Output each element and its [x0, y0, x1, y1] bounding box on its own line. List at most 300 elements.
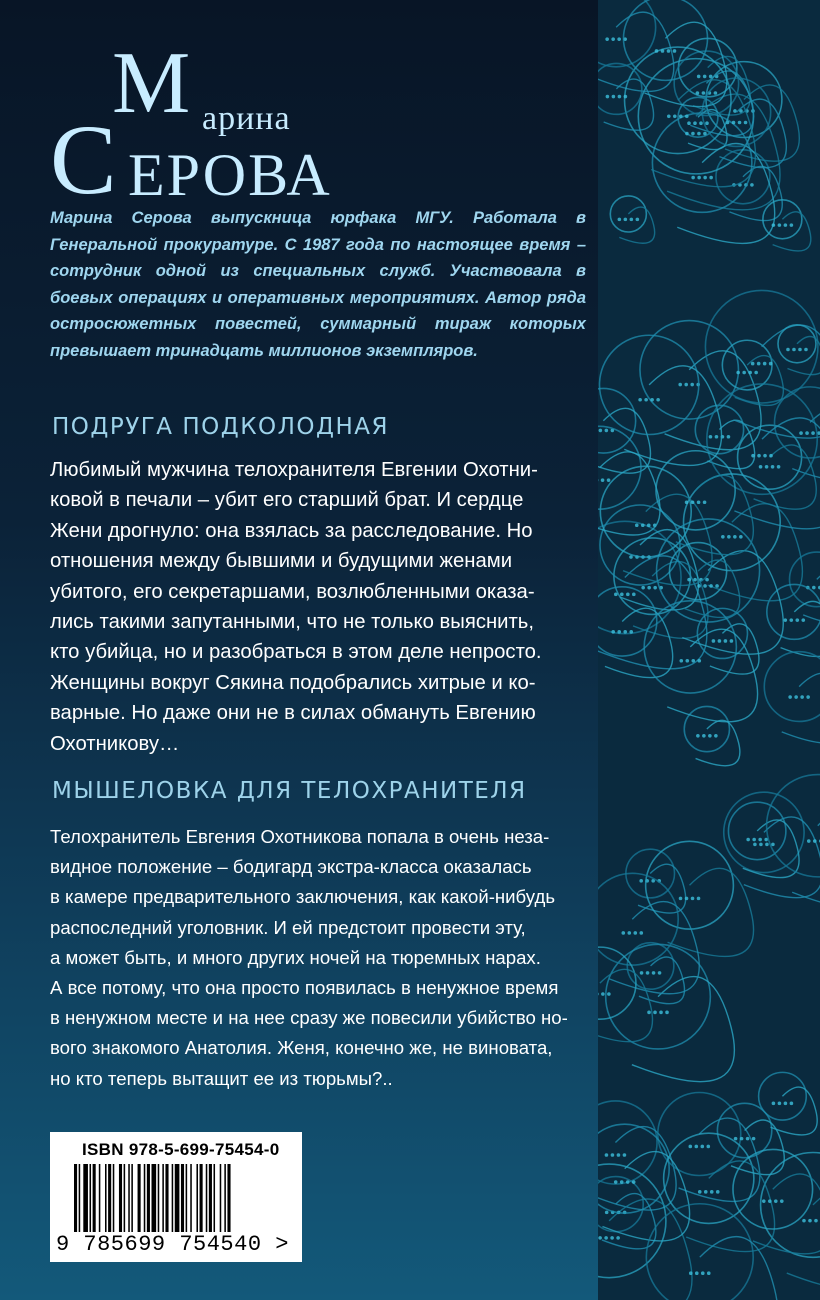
- ornament-dot: [746, 838, 750, 842]
- ornament-dot: [714, 734, 718, 738]
- ornament-dot: [783, 618, 787, 622]
- ornament-dot: [691, 132, 695, 136]
- ornament-dot: [742, 371, 746, 375]
- author-last-initial: С: [50, 104, 117, 215]
- barcode-bar: [105, 1164, 107, 1232]
- ornament-dot: [690, 383, 694, 387]
- barcode-digits: 9 785699 754540 >: [56, 1232, 289, 1257]
- barcode-bar: [124, 1164, 126, 1232]
- desc-line: в камере предварительного заключения, как какой-нибудь: [50, 886, 556, 908]
- barcode-bar: [200, 1164, 203, 1232]
- ornament-dot: [700, 1145, 704, 1149]
- ornament-dot: [630, 218, 634, 222]
- author-first-rest: арина: [202, 100, 291, 137]
- ornament-dot: [652, 971, 656, 975]
- ornament-dot: [607, 478, 611, 482]
- ornament-dot: [715, 435, 719, 439]
- ornament-dot: [712, 639, 716, 643]
- barcode-bar: [186, 1164, 188, 1232]
- ornament-dot: [730, 639, 734, 643]
- ornament-dot: [768, 1199, 772, 1203]
- ornament-dot: [693, 578, 697, 582]
- barcode-bar: [79, 1164, 81, 1232]
- ornament-dot: [750, 183, 754, 187]
- ornament-dot: [646, 971, 650, 975]
- ornament-dot: [795, 618, 799, 622]
- ornament-dot: [790, 1102, 794, 1106]
- ornament-dot: [693, 121, 697, 125]
- ornament-dot: [606, 95, 610, 99]
- ornament-dot: [798, 348, 802, 352]
- barcode-bar: [113, 1164, 115, 1232]
- ornament-dot: [679, 114, 683, 118]
- ornament-dot: [790, 223, 794, 227]
- ornament-dot: [623, 630, 627, 634]
- ornament-dot: [727, 535, 731, 539]
- ornament-dot: [706, 1145, 710, 1149]
- ornament-swirl: [773, 212, 811, 251]
- ornament-dot: [697, 75, 701, 79]
- ornament-swirl: [753, 1174, 820, 1254]
- ornament-dot: [801, 618, 805, 622]
- barcode-bar: [165, 1164, 168, 1232]
- ornament-dot: [633, 931, 637, 935]
- ornament-dot: [636, 218, 640, 222]
- desc-line: вого знакомого Анатолия. Женя, конечно же, не виновата,: [50, 1037, 553, 1059]
- ornament-dot: [697, 659, 701, 663]
- ornament-dot: [639, 931, 643, 935]
- barcode-bar: [83, 1164, 88, 1232]
- barcode-bar: [181, 1164, 184, 1232]
- desc-line: кто убийца, но и разобраться в этом деле непросто.: [50, 641, 542, 664]
- ornament-dot: [694, 1145, 698, 1149]
- book-description-2: [50, 822, 586, 1094]
- ornament-dot: [641, 586, 645, 590]
- desc-line: отношения между бывшими и будущими женами: [50, 550, 513, 573]
- ornament-dot: [701, 1271, 705, 1275]
- author-name: [50, 35, 350, 215]
- ornament-dot: [814, 1219, 818, 1223]
- ornament-dot: [765, 465, 769, 469]
- ornament-dot: [624, 218, 628, 222]
- barcode-bar: [214, 1164, 216, 1232]
- ornament-dot: [739, 535, 743, 539]
- ornament-dot: [607, 992, 611, 996]
- ornament-dot: [618, 95, 622, 99]
- ornament-dot: [611, 37, 615, 41]
- ornament-dot: [688, 1145, 692, 1149]
- ornament-dot: [647, 1011, 651, 1015]
- ornament-dot: [703, 176, 707, 180]
- ornament-dot: [716, 1190, 720, 1194]
- barcode-bar: [224, 1164, 226, 1232]
- barcode-bar: [152, 1164, 157, 1232]
- ornament-dot: [702, 734, 706, 738]
- ornament-dot: [718, 639, 722, 643]
- ornament-dot: [780, 1199, 784, 1203]
- ornament-dot: [644, 398, 648, 402]
- ornament-ring: [733, 1149, 813, 1229]
- ornament-dot: [656, 398, 660, 402]
- desc-line: а может быть, и много других ночей на тюремных нарах.: [50, 946, 541, 968]
- ornament-dot: [734, 1137, 738, 1141]
- desc-line: варные. Но даже они не в силах обмануть Евгению: [50, 702, 536, 725]
- ornament-dot: [707, 1271, 711, 1275]
- ornament-dot: [632, 593, 636, 597]
- ornament-dot: [658, 971, 662, 975]
- ornament-dot: [685, 897, 689, 901]
- ornament-swirl: [639, 957, 685, 1004]
- ornament-dot: [665, 1011, 669, 1015]
- ornament-dot: [758, 838, 762, 842]
- ornament-dot: [751, 362, 755, 366]
- ornament-dot: [744, 121, 748, 125]
- ornament-dot: [653, 586, 657, 590]
- barcode-bar: [144, 1164, 146, 1232]
- ornament-dot: [812, 586, 816, 590]
- ornament-swirl: [707, 420, 754, 468]
- ornament-dot: [740, 1137, 744, 1141]
- ornament-dot: [772, 1102, 776, 1106]
- ornament-dot: [691, 176, 695, 180]
- ornament-dot: [632, 1180, 636, 1184]
- barcode-bar: [162, 1164, 164, 1232]
- ornament-dot: [673, 49, 677, 53]
- ornament-panel: [598, 0, 820, 1300]
- desc-line: Любимый мужчина телохранителя Евгении Охотни-: [50, 459, 538, 481]
- ornament-dot: [601, 478, 605, 482]
- isbn-barcode: [50, 1132, 302, 1262]
- ornament-dot: [733, 109, 737, 113]
- ornament-dot: [598, 992, 599, 996]
- ornament-dot: [685, 500, 689, 504]
- ornament-dot: [679, 659, 683, 663]
- ornament-dot: [738, 121, 742, 125]
- ornament-dot: [623, 1153, 627, 1157]
- ornament-swirl: [619, 207, 654, 243]
- barcode-bar: [93, 1164, 96, 1232]
- ornament-dot: [799, 431, 803, 435]
- ornament-dot: [757, 362, 761, 366]
- ornament-dot: [612, 95, 616, 99]
- ornament-dot: [721, 535, 725, 539]
- desc-line: Охотникову…: [50, 732, 180, 755]
- author-bio: Марина Серова выпускница юрфака МГУ. Работала в Генеральной прокуратуре. С 1987 года по настоящее время – сотрудник одной из специальных служб. Участвовала в боевых операциях и оперативных мероприятиях. Автор ряда остросюжетных повестей, суммарный тираж которых превышает тринадцать миллионов экземпляров.: [50, 209, 586, 360]
- ornament-dot: [708, 734, 712, 738]
- ornament-dot: [687, 121, 691, 125]
- ornament-ring: [598, 1177, 643, 1232]
- ornament-swirl: [696, 720, 740, 765]
- ornament-dot: [759, 465, 763, 469]
- ornament-dot: [748, 371, 752, 375]
- ornament-swirl: [754, 445, 817, 509]
- ornament-dot: [807, 839, 811, 843]
- ornament-dot: [709, 176, 713, 180]
- ornament-dot: [627, 931, 631, 935]
- ornament-ring: [623, 0, 707, 80]
- ornament-dot: [746, 1137, 750, 1141]
- desc-line: в ненужном месте и на нее сразу же повесили убийство но-: [50, 1007, 568, 1029]
- ornament-dot: [650, 398, 654, 402]
- ornament-dot: [703, 132, 707, 136]
- barcode-bar: [90, 1164, 92, 1232]
- ornament-dot: [763, 362, 767, 366]
- barcode-bar: [175, 1164, 180, 1232]
- ornament-ring: [790, 552, 820, 607]
- ornament-dot: [699, 121, 703, 125]
- desc-line: А все потому, что она просто появилась в ненужное время: [50, 977, 559, 999]
- ornament-dot: [765, 843, 769, 847]
- ornament-dot: [813, 839, 817, 843]
- ornament-dot: [673, 114, 677, 118]
- ornament-dot: [647, 586, 651, 590]
- barcode-bar: [138, 1164, 141, 1232]
- ornament-dot: [626, 1180, 630, 1184]
- ornament-dot: [679, 897, 683, 901]
- ornament-dot: [703, 584, 707, 588]
- ornament-dot: [777, 465, 781, 469]
- ornament-dot: [614, 1180, 618, 1184]
- ornament-dot: [703, 75, 707, 79]
- ornament-dot: [691, 897, 695, 901]
- ornament-dot: [647, 523, 651, 527]
- desc-line: Женщины вокруг Сякина подобрались хитрые и ко-: [50, 671, 536, 694]
- ornament-dot: [724, 639, 728, 643]
- ornament-dot: [752, 1137, 756, 1141]
- barcode-bar: [220, 1164, 222, 1232]
- ornament-dot: [667, 114, 671, 118]
- ornament-dot: [811, 431, 815, 435]
- desc-line: но кто теперь вытащит ее из тюрьмы?..: [50, 1067, 393, 1089]
- ornament-dot: [800, 695, 804, 699]
- desc-line: распоследний уголовник. И ей предстоит провести эту,: [50, 916, 526, 938]
- ornament-dot: [599, 429, 603, 433]
- ornament-dot: [805, 431, 809, 435]
- ornament-dot: [685, 132, 689, 136]
- ornament-dot: [771, 465, 775, 469]
- barcode-bar: [190, 1164, 192, 1232]
- ornament-dot: [605, 37, 609, 41]
- ornament-swirl: [673, 1237, 778, 1300]
- ornament-dot: [614, 593, 618, 597]
- ornament-dot: [794, 695, 798, 699]
- ornament-dot: [696, 91, 700, 95]
- ornament-dot: [685, 659, 689, 663]
- ornament-ring: [767, 775, 820, 877]
- ornament-ring: [598, 587, 657, 656]
- desc-line: видное положение – бодигард экстра-класса оказалась: [50, 856, 532, 878]
- ornament-swirl: [771, 1087, 818, 1135]
- ornament-dot: [727, 435, 731, 439]
- ornament-dot: [786, 348, 790, 352]
- ornament-swirl: [734, 325, 820, 438]
- barcode-bar: [119, 1164, 122, 1232]
- ornament-dot: [709, 435, 713, 439]
- ornament-dot: [772, 223, 776, 227]
- ornament-dot: [703, 500, 707, 504]
- ornament-dot: [697, 897, 701, 901]
- ornament-dot: [789, 618, 793, 622]
- ornament-dot: [691, 659, 695, 663]
- ornament-dot: [604, 1236, 608, 1240]
- ornament-dot: [769, 362, 773, 366]
- ornament-ring: [600, 466, 691, 557]
- ornament-dot: [605, 1211, 609, 1215]
- author-last-rest: ЕРОВА: [128, 142, 332, 208]
- desc-line: убитого, его секретаршами, возлюбленными оказа-: [50, 580, 535, 603]
- ornament-swirl: [787, 1185, 820, 1290]
- book-description-1: [50, 455, 586, 759]
- ornament-dot: [611, 630, 615, 634]
- ornament-dot: [678, 383, 682, 387]
- ornament-dot: [684, 383, 688, 387]
- ornament-ring: [598, 873, 678, 965]
- barcode-bar: [74, 1164, 77, 1232]
- ornament-dot: [685, 114, 689, 118]
- barcode-bar: [206, 1164, 208, 1232]
- ornament-dot: [653, 1011, 657, 1015]
- ornament-dot: [715, 584, 719, 588]
- ornament-dot: [752, 838, 756, 842]
- ornament-dot: [626, 593, 630, 597]
- ornament-dot: [697, 500, 701, 504]
- barcode-bar: [131, 1164, 133, 1232]
- barcode-bar: [108, 1164, 111, 1232]
- ornament-ring: [646, 1204, 753, 1300]
- ornament-dot: [691, 500, 695, 504]
- ornament-dot: [736, 371, 740, 375]
- ornament-swirl: [598, 408, 650, 473]
- isbn-text: ISBN 978-5-699-75454-0: [82, 1140, 280, 1159]
- ornament-dot: [784, 1102, 788, 1106]
- book-title-2: МЫШЕЛОВКА ДЛЯ ТЕЛОХРАНИТЕЛЯ: [52, 778, 527, 804]
- ornament-dot: [702, 91, 706, 95]
- barcode-bar: [99, 1164, 101, 1232]
- desc-line: лись такими запутанными, что не только выяснить,: [50, 611, 534, 634]
- ornament-dot: [640, 971, 644, 975]
- ornament-dot: [769, 454, 773, 458]
- desc-line: ковой в печали – убит его старший брат. И сердце: [50, 489, 524, 512]
- ornament-dot: [697, 176, 701, 180]
- ornament-ring: [684, 706, 729, 751]
- ornament-dot: [617, 630, 621, 634]
- ornament-dot: [611, 1153, 615, 1157]
- ornament-dot: [698, 1190, 702, 1194]
- ornament-dot: [639, 879, 643, 883]
- ornament-dot: [792, 348, 796, 352]
- ornament-dot: [610, 1236, 614, 1240]
- ornament-dot: [667, 49, 671, 53]
- ornament-swirl: [609, 902, 699, 994]
- ornament-dot: [617, 37, 621, 41]
- barcode-bar: [128, 1164, 130, 1232]
- ornament-dot: [774, 1199, 778, 1203]
- ornament-dot: [751, 454, 755, 458]
- ornament-dot: [704, 1190, 708, 1194]
- ornament-dot: [687, 578, 691, 582]
- ornament-dot: [695, 1271, 699, 1275]
- ornament-dot: [802, 1219, 806, 1223]
- ornament-swirl: [744, 817, 820, 898]
- barcode-bar: [172, 1164, 174, 1232]
- ornament-ring: [764, 652, 820, 722]
- ornament-dot: [617, 1153, 621, 1157]
- ornament-dot: [620, 593, 624, 597]
- ornament-dot: [808, 1219, 812, 1223]
- ornament-dot: [624, 95, 628, 99]
- author-first-initial: М: [112, 35, 191, 132]
- ornament-dot: [753, 843, 757, 847]
- barcode-bar: [209, 1164, 212, 1232]
- ornament-swirl: [668, 868, 754, 956]
- barcode-bar: [196, 1164, 198, 1232]
- ornament-dot: [618, 218, 622, 222]
- ornament-dot: [771, 843, 775, 847]
- ornament-dot: [804, 348, 808, 352]
- book-title-1: ПОДРУГА ПОДКОЛОДНАЯ: [52, 414, 390, 440]
- ornament-dot: [659, 1011, 663, 1015]
- ornament-swirl: [679, 1118, 760, 1201]
- ornament-dot: [788, 695, 792, 699]
- ornament-swirl: [781, 601, 820, 656]
- ornament-dot: [778, 1102, 782, 1106]
- ornament-swirl: [782, 673, 820, 743]
- ornament-dot: [709, 584, 713, 588]
- ornament-ring: [598, 63, 642, 114]
- ornament-dot: [714, 91, 718, 95]
- ornament-dot: [778, 223, 782, 227]
- ornament-dot: [697, 132, 701, 136]
- desc-line: Телохранитель Евгения Охотникова попала в очень неза-: [50, 826, 550, 847]
- ornament-dot: [762, 1199, 766, 1203]
- ornament-dot: [635, 523, 639, 527]
- ornament-dot: [710, 1190, 714, 1194]
- barcode-bar: [158, 1164, 160, 1232]
- ornament-dot: [616, 1236, 620, 1240]
- ornament-dot: [601, 992, 605, 996]
- barcode-bar: [227, 1164, 230, 1232]
- ornament-dot: [605, 1153, 609, 1157]
- ornament-ring: [598, 1101, 657, 1184]
- ornament-dot: [732, 121, 736, 125]
- ornament-dot: [598, 1236, 602, 1240]
- ornament-dot: [784, 223, 788, 227]
- ornament-dot: [655, 49, 659, 53]
- ornament-dot: [629, 630, 633, 634]
- ornament-swirl: [598, 1199, 692, 1300]
- ornament-ring: [598, 947, 636, 1019]
- barcode-bars: [74, 1164, 286, 1232]
- ornament-dot: [757, 454, 761, 458]
- barcode-bar: [147, 1164, 150, 1232]
- ornament-dot: [689, 1271, 693, 1275]
- ornament-dot: [641, 523, 645, 527]
- ornament-dot: [697, 584, 701, 588]
- ornament-dot: [696, 734, 700, 738]
- desc-line: Жени дрогнуло: она взялась за расследование. Но: [50, 519, 533, 542]
- ornament-ring: [646, 841, 734, 929]
- ornament-dot: [705, 121, 709, 125]
- ornament-dot: [806, 695, 810, 699]
- ornament-dot: [733, 535, 737, 539]
- ornament-dot: [620, 1180, 624, 1184]
- ornament-dot: [754, 371, 758, 375]
- ornament-dot: [605, 429, 609, 433]
- ornament-dot: [661, 49, 665, 53]
- ornament-dot: [638, 398, 642, 402]
- ornament-dot: [763, 454, 767, 458]
- ornament-dot: [759, 843, 763, 847]
